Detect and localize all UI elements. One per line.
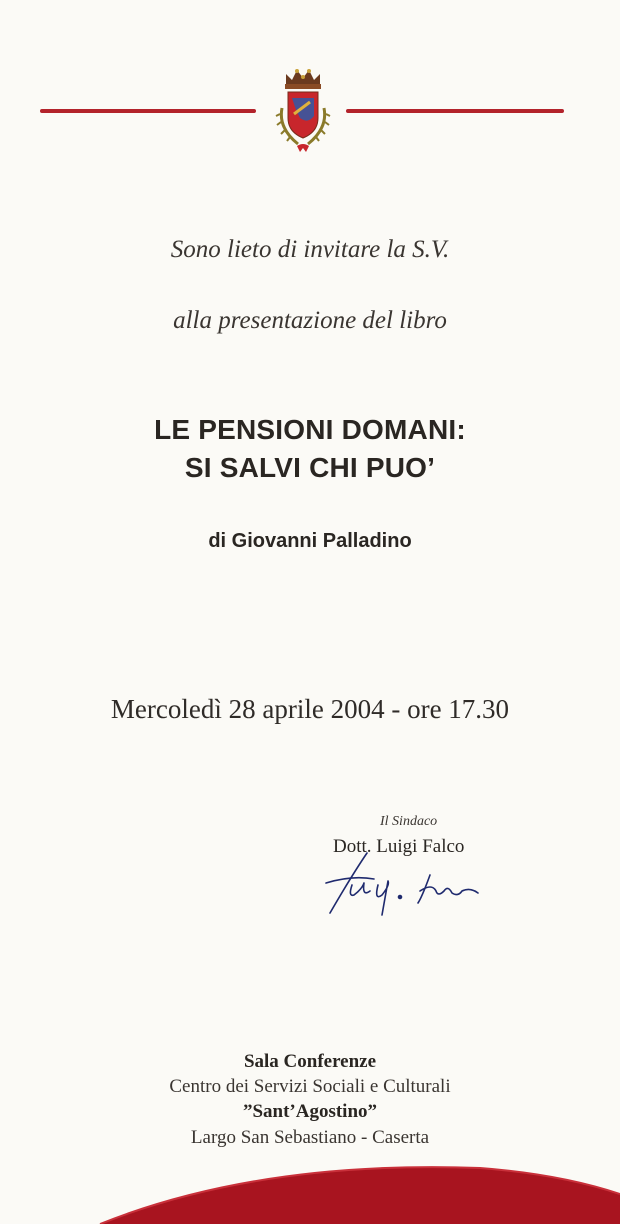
signatory-role: Il Sindaco bbox=[380, 814, 438, 829]
venue-center-name: ”Sant’Agostino” bbox=[242, 1101, 378, 1122]
header-rule-right bbox=[346, 109, 564, 113]
book-title-line-2: SI SALVI CHI PUO’ bbox=[184, 452, 436, 483]
header-rule-left bbox=[40, 109, 256, 113]
book-title-line-1: LE PENSIONI DOMANI: bbox=[154, 414, 466, 445]
handwritten-signature bbox=[312, 845, 502, 920]
signatory-name: Dott. Luigi Falco bbox=[333, 836, 465, 857]
venue-address: Largo San Sebastiano - Caserta bbox=[190, 1127, 430, 1148]
invitation-line: Sono lieto di invitare la S.V. bbox=[170, 236, 450, 263]
presentation-line: alla presentazione del libro bbox=[173, 307, 447, 334]
event-date: Mercoledì 28 aprile 2004 - ore 17.30 bbox=[110, 694, 510, 724]
municipal-crest-icon bbox=[270, 64, 336, 160]
book-author: di Giovanni Palladino bbox=[208, 530, 412, 552]
venue-center: Centro dei Servizi Sociali e Culturali bbox=[169, 1076, 451, 1097]
decorative-red-swoosh bbox=[0, 1150, 620, 1224]
venue-hall: Sala Conferenze bbox=[243, 1051, 377, 1072]
